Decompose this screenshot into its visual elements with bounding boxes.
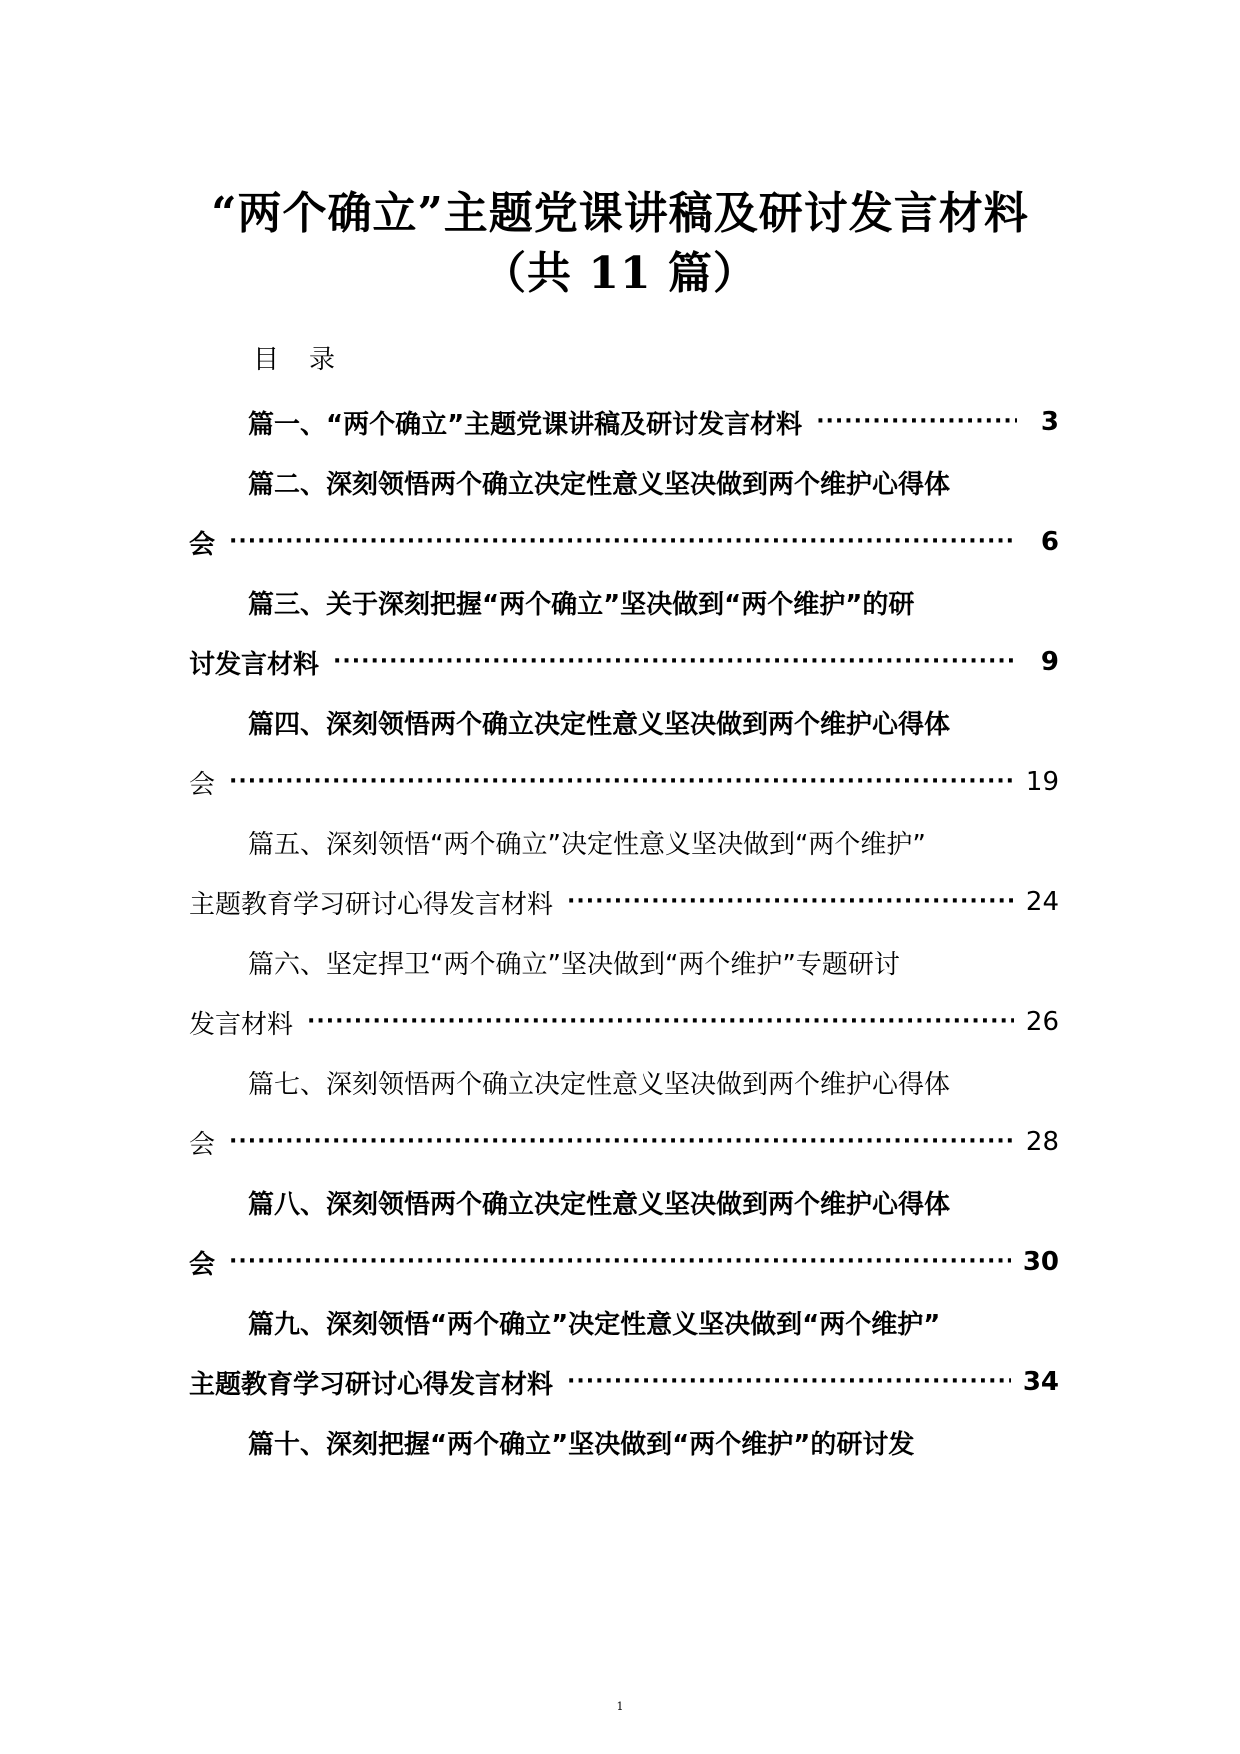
toc-entry-title: 篇八、深刻领悟两个确立决定性意义坚决做到两个维护心得体 bbox=[248, 1189, 951, 1220]
toc-entry-4-cont[interactable] bbox=[189, 762, 1059, 802]
document-subtitle: （共 11 篇） bbox=[482, 248, 758, 299]
toc-leader-dots bbox=[816, 402, 1017, 442]
toc-entry-title: 篇九、深刻领悟“两个确立”决定性意义坚决做到“两个维护” bbox=[248, 1309, 941, 1340]
toc-entry-title-cont: 会 bbox=[189, 529, 216, 560]
toc-page-number: 34 bbox=[1022, 1367, 1059, 1397]
toc-leader-dots bbox=[229, 522, 1017, 562]
toc-entry-5[interactable] bbox=[248, 822, 926, 862]
toc-page-number: 6 bbox=[1040, 527, 1059, 557]
toc-entry-title: 篇二、深刻领悟两个确立决定性意义坚决做到两个维护心得体 bbox=[248, 469, 951, 500]
toc-entry-title-cont: 会 bbox=[189, 1129, 216, 1160]
toc-page-number: 28 bbox=[1025, 1127, 1059, 1157]
toc-entry-title: 篇七、深刻领悟两个确立决定性意义坚决做到两个维护心得体 bbox=[248, 1069, 951, 1100]
toc-entry-title-cont: 会 bbox=[189, 769, 216, 800]
toc-leader-dots bbox=[229, 1122, 1014, 1162]
toc-entry-6-cont[interactable] bbox=[189, 1002, 1059, 1042]
toc-leader-dots bbox=[229, 762, 1014, 802]
toc-entry-9[interactable] bbox=[248, 1302, 940, 1342]
toc-entry-title-cont: 主题教育学习研讨心得发言材料 bbox=[189, 889, 554, 920]
toc-entry-title: 篇一、“两个确立”主题党课讲稿及研讨发言材料 bbox=[248, 409, 803, 440]
toc-entry-7[interactable] bbox=[248, 1062, 950, 1102]
toc-entry-title-cont: 发言材料 bbox=[189, 1009, 294, 1040]
document-title: “两个确立”主题党课讲稿及研讨发言材料 bbox=[211, 188, 1029, 239]
toc-entry-4[interactable] bbox=[248, 702, 950, 742]
toc-leader-dots bbox=[307, 1002, 1014, 1042]
toc-leader-dots bbox=[567, 1362, 1011, 1402]
toc-entry-10[interactable] bbox=[248, 1422, 914, 1462]
page-number: 1 bbox=[616, 1700, 624, 1713]
toc-page-number: 26 bbox=[1025, 1007, 1059, 1037]
toc-entry-1[interactable] bbox=[248, 402, 1059, 442]
toc-entry-8-cont[interactable] bbox=[189, 1242, 1059, 1282]
toc-page-number: 19 bbox=[1025, 767, 1059, 797]
toc-entry-title: 篇四、深刻领悟两个确立决定性意义坚决做到两个维护心得体 bbox=[248, 709, 951, 740]
toc-page-number: 30 bbox=[1022, 1247, 1059, 1277]
toc-entry-title: 篇五、深刻领悟“两个确立”决定性意义坚决做到“两个维护” bbox=[248, 829, 926, 860]
toc-leader-dots bbox=[229, 1242, 1011, 1282]
toc-entry-5-cont[interactable] bbox=[189, 882, 1059, 922]
toc-entry-2[interactable] bbox=[248, 462, 950, 502]
toc-entry-title: 篇十、深刻把握“两个确立”坚决做到“两个维护”的研讨发 bbox=[248, 1429, 915, 1460]
toc-entry-3[interactable] bbox=[248, 582, 914, 622]
toc-entry-7-cont[interactable] bbox=[189, 1122, 1059, 1162]
toc-entry-title-cont: 主题教育学习研讨心得发言材料 bbox=[189, 1369, 554, 1400]
toc-page-number: 24 bbox=[1025, 887, 1059, 917]
toc-entry-title: 篇三、关于深刻把握“两个确立”坚决做到“两个维护”的研 bbox=[248, 589, 915, 620]
toc-entry-9-cont[interactable] bbox=[189, 1362, 1059, 1402]
toc-entry-title-cont: 会 bbox=[189, 1249, 216, 1280]
toc-entry-8[interactable] bbox=[248, 1182, 950, 1222]
toc-entry-3-cont[interactable] bbox=[189, 642, 1059, 682]
toc-entry-6[interactable] bbox=[248, 942, 900, 982]
toc-entry-title-cont: 讨发言材料 bbox=[189, 649, 320, 680]
toc-page-number: 9 bbox=[1040, 647, 1059, 677]
toc-leader-dots bbox=[333, 642, 1017, 682]
toc-page-number: 3 bbox=[1040, 407, 1059, 437]
toc-heading: 目 录 bbox=[253, 345, 340, 375]
toc-leader-dots bbox=[567, 882, 1014, 922]
toc-entry-2-cont[interactable] bbox=[189, 522, 1059, 562]
toc-entry-title: 篇六、坚定捍卫“两个确立”坚决做到“两个维护”专题研讨 bbox=[248, 949, 900, 980]
